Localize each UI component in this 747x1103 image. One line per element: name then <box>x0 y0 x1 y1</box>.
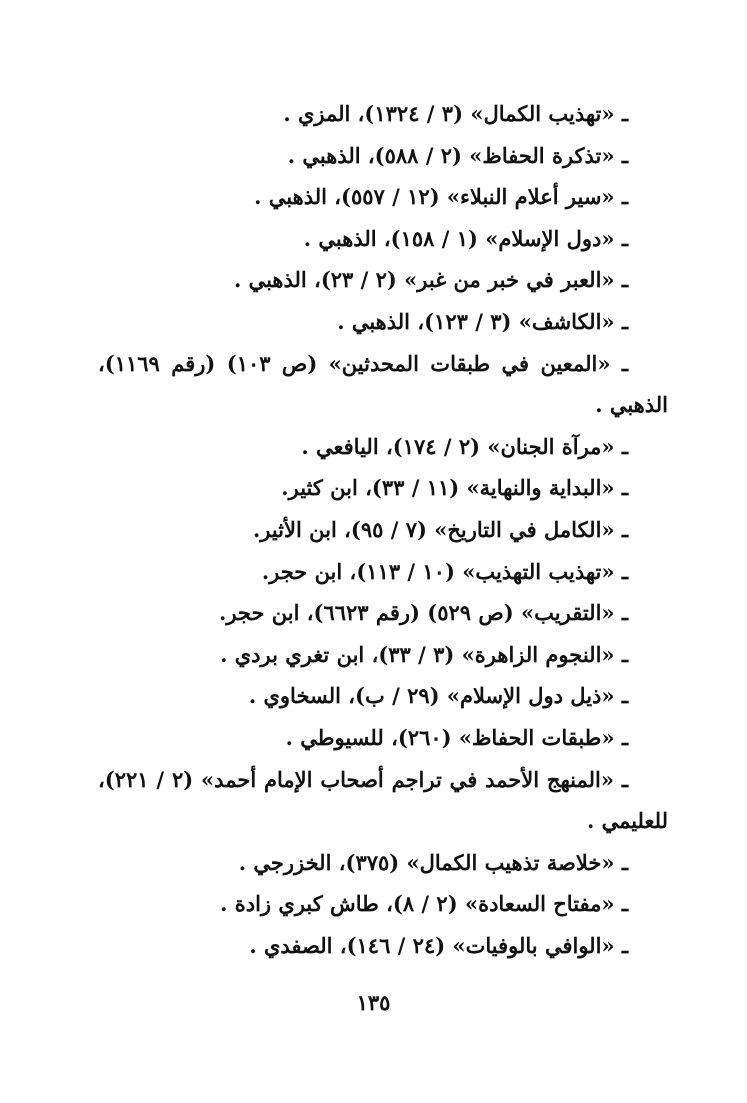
reference-entry-continuation: للعليمي . <box>586 808 668 834</box>
reference-entry: ـ «العبر في خبر من غبر» (٢ / ٢٣)، الذهبي . <box>233 267 628 293</box>
reference-entry: ـ «تهذيب الكمال» (٣ / ١٣٢٤)، المزي . <box>283 101 628 126</box>
reference-entry: ـ «مفتاح السعادة» (٢ / ٨)، طاش كبري زادة . <box>220 891 628 917</box>
reference-entry: ـ «تهذيب التهذيب» (١٠ / ١١٣)، ابن حجر. <box>261 558 628 584</box>
reference-entry: ـ «خلاصة تذهيب الكمال» (٣٧٥)، الخزرجي . <box>238 849 628 875</box>
reference-entry: ـ «ذيل دول الإسلام» (٢٩ / ب)، السخاوي . <box>248 683 628 709</box>
reference-entry: ـ «البداية والنهاية» (١١ / ٣٣)، ابن كثير. <box>281 475 628 501</box>
reference-entry: ـ «دول الإسلام» (١ / ١٥٨)، الذهبي . <box>303 225 628 251</box>
reference-entry: ـ «الكاشف» (٣ / ١٢٣)، الذهبي . <box>337 308 628 334</box>
reference-entry: ـ «طبقات الحفاظ» (٢٦٠)، للسيوطي . <box>285 724 628 750</box>
reference-entry: ـ «المنهج الأحمد في تراجم أصحاب الإمام أحمد» (٢ / ٢٢١)، <box>98 766 628 792</box>
reference-entry: ـ «التقريب» (ص ٥٢٩) (رقم ٦٦٢٣)، ابن حجر. <box>219 600 628 626</box>
reference-entry: ـ «سير أعلام النبلاء» (١٢ / ٥٥٧)، الذهبي . <box>254 184 628 210</box>
reference-entry: ـ «الكامل في التاريخ» (٧ / ٩٥)، ابن الأثير. <box>252 516 628 542</box>
reference-entry: ـ «النجوم الزاهرة» (٣ / ٣٣)، ابن تغري بردي . <box>220 641 628 667</box>
reference-entry: ـ «المعين في طبقات المحدثين» (ص ١٠٣) (رقم ١١٦٩)، <box>98 350 628 376</box>
reference-entry: ـ «الوافي بالوفيات» (٢٤ / ١٤٦)، الصفدي . <box>249 932 628 958</box>
reference-entry-continuation: الذهبي . <box>595 392 668 418</box>
reference-entry: ـ «تذكرة الحفاظ» (٢ / ٥٨٨)، الذهبي . <box>287 142 628 168</box>
reference-list <box>98 93 668 966</box>
reference-entry: ـ «مرآة الجنان» (٢ / ١٧٤)، اليافعي . <box>301 433 628 459</box>
page-number: ١٣٥ <box>356 990 391 1015</box>
